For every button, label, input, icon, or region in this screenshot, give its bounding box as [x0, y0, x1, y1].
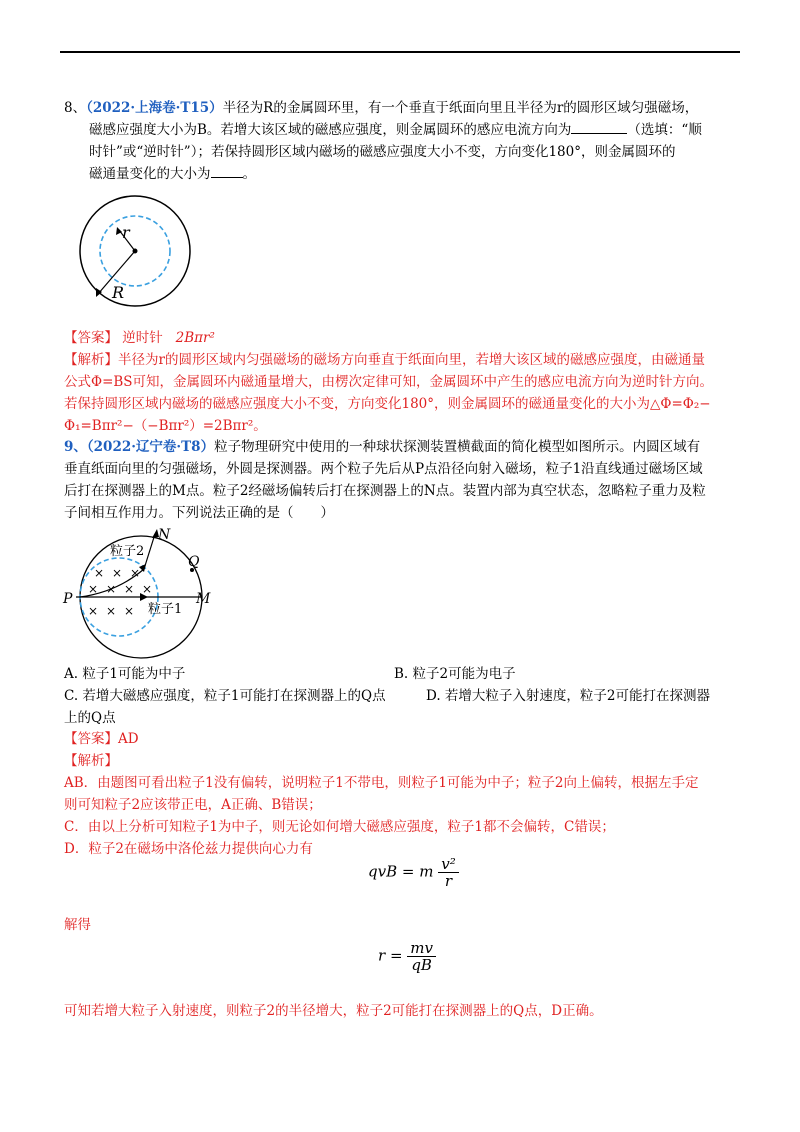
q9-detector-diagram	[62, 524, 222, 664]
cross-7: ×	[142, 582, 153, 596]
label-particle-1: 粒子1	[148, 602, 183, 617]
q8-line2: 磁感应强度大小为B。若增大该区域的磁感应强度，则金属圆环的感应电流方向为	[89, 122, 572, 138]
label-R: R	[112, 283, 125, 302]
cross-5: ×	[106, 582, 117, 596]
q9-answer: 【答案】AD	[64, 731, 139, 747]
question-9	[64, 436, 740, 524]
q9-step-1: AB．由题图可看出粒子1没有偏转，说明粒子1不带电，则粒子1可能为中子；粒子2向上偏转，根据左手定	[64, 775, 699, 791]
label-N: N	[158, 527, 171, 543]
q8-analysis-label: 【解析】	[64, 352, 118, 368]
label-P: P	[63, 591, 73, 607]
cross-8: ×	[88, 604, 99, 618]
q8-number: 8、	[64, 100, 87, 116]
label-r: r	[122, 223, 130, 242]
q8-answer-block	[64, 327, 740, 437]
eq1-denominator: r	[444, 872, 453, 890]
q8-answer-label: 【答案】	[64, 330, 118, 346]
option-c[interactable]: C. 若增大磁感应强度，粒子1可能打在探测器上的Q点	[64, 688, 386, 704]
q9-step-3: C．由以上分析可知粒子1为中子，则无论如何增大磁感应强度，粒子1都不会偏转，C错误；	[64, 819, 615, 835]
label-Q: Q	[188, 554, 200, 570]
q9-line4: 子间相互作用力。下列说法正确的是（ ）	[64, 505, 334, 521]
eq2-numerator: mv	[407, 940, 436, 957]
cross-3: ×	[130, 566, 141, 580]
cross-2: ×	[112, 566, 123, 580]
q9-number: 9、	[64, 439, 87, 455]
eq2-fraction	[407, 940, 436, 973]
q9-conclusion: 可知若增大粒子入射速度，则粒子2的半径增大，粒子2可能打在探测器上的Q点，D正确。	[64, 1003, 603, 1019]
option-a[interactable]: A. 粒子1可能为中子	[64, 666, 186, 682]
q8-line4: 磁通量变化的大小为	[89, 166, 211, 182]
q8-ring-diagram	[70, 188, 200, 318]
eq1-left: qvB = m	[368, 862, 434, 881]
question-8	[64, 97, 740, 185]
label-M: M	[196, 591, 211, 607]
q9-step-2: 则可知粒子2应该带正电，A正确、B错误；	[64, 797, 322, 813]
q8-answer-a: 逆时针	[122, 330, 163, 346]
eq1-fraction	[438, 856, 459, 889]
q9-source-tag: （2022·辽宁卷·T8）	[86, 439, 215, 455]
q8-line3: 时针”或“逆时针”）；若保持圆形区域内磁场的磁感应强度大小不变，方向变化180°，则金属圆环的	[89, 144, 676, 160]
q9-answer-block	[64, 728, 740, 860]
cross-1: ×	[94, 566, 105, 580]
q8-analysis-1: 半径为r的圆形区域内匀强磁场的磁场方向垂直于纸面向里，若增大该区域的磁感应强度，由磁通量	[118, 352, 705, 368]
label-particle-2: 粒子2	[110, 544, 145, 559]
cross-6: ×	[124, 582, 135, 596]
equation-2	[378, 940, 436, 973]
q8-line4b: 。	[242, 166, 256, 182]
q8-analysis-4: Φ₁=Bπr²−（−Bπr²）=2Bπr²。	[64, 418, 267, 434]
cross-9: ×	[106, 604, 117, 618]
eq2-left: r =	[378, 946, 403, 965]
eq2-denominator: qB	[411, 956, 432, 974]
q8-line2b: （选填：“顺	[627, 122, 702, 138]
q9-line1: 粒子物理研究中使用的一种球状探测装置横截面的简化模型如图所示。内圆区域有	[214, 439, 701, 455]
equation-1	[368, 856, 459, 889]
q8-analysis-2: 公式Φ=BS可知，金属圆环内磁通量增大，由楞次定律可知，金属圆环中产生的感应电流方向为逆时针方向。	[64, 374, 714, 390]
particle-2-exit-path	[144, 534, 155, 569]
option-b[interactable]: B. 粒子2可能为电子	[394, 666, 516, 682]
q8-analysis-3: 若保持圆形区域内磁场的磁感应强度大小不变，方向变化180°，则金属圆环的磁通量变化的大小为△Φ=Φ₂−	[64, 396, 711, 412]
q8-answer-b: 2Bπr²	[175, 330, 215, 346]
cross-10: ×	[124, 604, 135, 618]
q9-step-4: D．粒子2在磁场中洛伦兹力提供向心力有	[64, 841, 313, 857]
option-d[interactable]: D. 若增大粒子入射速度，粒子2可能打在探测器	[426, 688, 711, 704]
q9-line2: 垂直纸面向里的匀强磁场，外圆是探测器。两个粒子先后从P点沿径向射入磁场，粒子1沿直线通过磁场区域	[64, 461, 703, 477]
q8-blank-1[interactable]	[571, 119, 627, 134]
q8-blank-2[interactable]	[211, 163, 243, 178]
arrowhead-R	[96, 288, 102, 297]
q8-line1: 半径为R的金属圆环里，有一个垂直于纸面向里且半径为r的圆形区域匀强磁场，	[222, 100, 699, 116]
cross-4: ×	[88, 582, 99, 596]
eq1-numerator: v²	[438, 856, 459, 873]
q9-analysis-label: 【解析】	[64, 753, 118, 769]
q8-source-tag: （2022·上海卷·T15）	[86, 100, 223, 116]
solve-label: 解得	[64, 917, 91, 933]
header-rule	[60, 51, 740, 53]
q9-line3: 后打在探测器上的M点。粒子2经磁场偏转后打在探测器上的N点。装置内部为真空状态，忽略粒子重力及粒	[64, 483, 706, 499]
option-d-continued: 上的Q点	[64, 710, 116, 726]
